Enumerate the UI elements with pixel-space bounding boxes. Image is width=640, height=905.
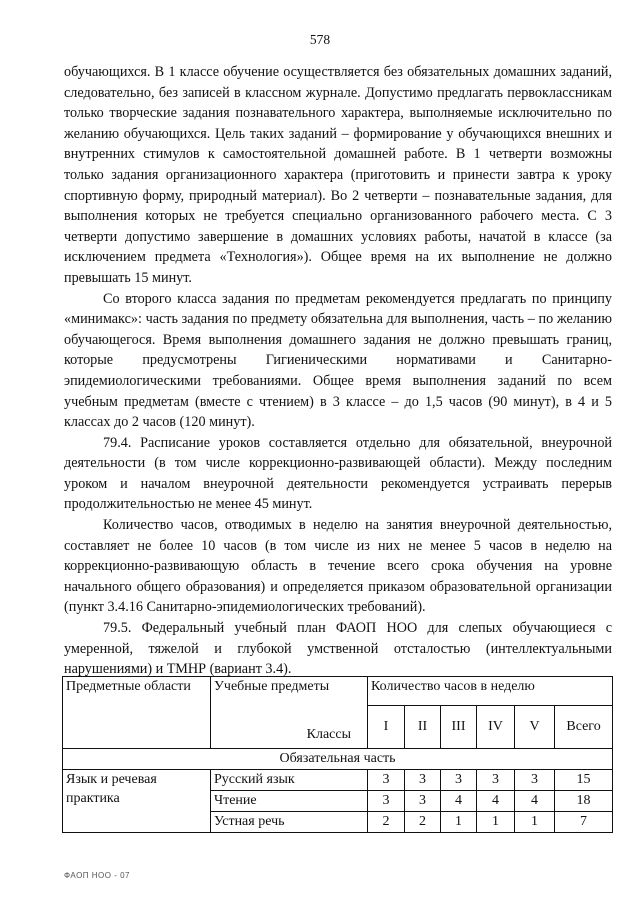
header-grade-1: I (368, 706, 405, 749)
header-classes-label: Классы (211, 706, 368, 749)
hours-cell: 3 (368, 790, 405, 811)
page-footer-code: ФАОП НОО - 07 (64, 871, 130, 880)
header-grade-4: IV (477, 706, 515, 749)
curriculum-table (62, 676, 613, 833)
hours-cell: 1 (441, 811, 477, 832)
hours-cell: 3 (368, 769, 405, 790)
section-mandatory-part: Обязательная часть (63, 748, 613, 769)
paragraph-homework-first-grade: обучающихся. В 1 классе обучение осуществляется без обязательных домашних заданий, следовательно, без записей в классном журнале. Допустимо предлагать первоклассникам только творческие задания познавательного характера, выполняемые исключительно по желанию обучающихся. Цель таких заданий – формирование у обучающихся внешних и внутренних стимулов к самостоятельной домашней работе. В 1 четверти возможны только задания организационного характера (приготовить и принести завтра к уроку спортивную форму, природный материал). Во 2 четверти – познавательные задания, для выполнения которых не требуется специально организованного рабочего места. С 3 четверти допустимо завершение в домашних условиях работы, начатой в классе (за исключением предмета «Технология»). Общее время на их выполнение не должно превышать 15 минут. (64, 64, 612, 286)
header-grade-3: III (441, 706, 477, 749)
header-grade-5: V (515, 706, 555, 749)
hours-cell: 3 (477, 769, 515, 790)
hours-cell: 4 (441, 790, 477, 811)
paragraph-79-4-schedule: 79.4. Расписание уроков составляется отдельно для обязательной, внеурочной деятельности (в том числе коррекционно-развивающей области). Между последним уроком и началом внеурочной деятельности рекомендуется устраивать перерыв продолжительностью не менее 45 минут. (64, 434, 612, 513)
hours-cell: 4 (477, 790, 515, 811)
header-subject-areas: Предметные области (63, 677, 211, 749)
hours-cell: 2 (368, 811, 405, 832)
total-cell: 18 (555, 790, 613, 811)
page-number: 578 (309, 32, 331, 47)
hours-cell: 2 (405, 811, 441, 832)
hours-cell: 3 (405, 790, 441, 811)
subject-cell: Чтение (211, 790, 368, 811)
header-total: Всего (555, 706, 613, 749)
subject-cell: Русский язык (211, 769, 368, 790)
header-subjects: Учебные предметы (211, 677, 368, 706)
paragraph-79-5-curriculum: 79.5. Федеральный учебный план ФАОП НОО для слепых обучающиеся с умеренной, тяжелой и глубокой умственной отсталостью (интеллектуальными нарушениями) и ТМНР (вариант 3.4). (64, 620, 612, 678)
table-row (63, 769, 613, 790)
hours-cell: 3 (405, 769, 441, 790)
subject-cell: Устная речь (211, 811, 368, 832)
header-hours-per-week: Количество часов в неделю (368, 677, 613, 706)
subject-area-cell: Язык и речевая практика (63, 769, 211, 832)
total-cell: 7 (555, 811, 613, 832)
hours-cell: 4 (515, 790, 555, 811)
paragraph-homework-minimax: Со второго класса задания по предметам рекомендуется предлагать по принципу «минимакс»: часть задания по предмету обязательна для выполнения, часть – по желанию обучающегося. Время выполнения домашнего задания не должно превышать границ, которые предусмотрены Гигиеническими нормативами и Санитарно-эпидемиологическими требованиями. Общее время выполнения заданий по всем учебным предметам (вместе с чтением) в 3 классе – до 1,5 часов (90 минут), в 4 и 5 классах до 2 часов (120 минут). (64, 290, 612, 431)
hours-cell: 3 (515, 769, 555, 790)
total-cell: 15 (555, 769, 613, 790)
document-body (64, 62, 612, 680)
header-grade-2: II (405, 706, 441, 749)
hours-cell: 1 (477, 811, 515, 832)
table-header-row (63, 677, 613, 706)
paragraph-extracurricular-hours: Количество часов, отводимых в неделю на занятия внеурочной деятельностью, составляет не более 10 часов (в том числе из них не менее 5 часов в неделю на коррекционно-развивающую область в течение всего срока обучения на уровне начального общего образования) и определяется приказом образовательной организации (пункт 3.4.16 Санитарно-эпидемиологических требований). (64, 517, 612, 616)
hours-cell: 3 (441, 769, 477, 790)
hours-cell: 1 (515, 811, 555, 832)
table-section-row (63, 748, 613, 769)
